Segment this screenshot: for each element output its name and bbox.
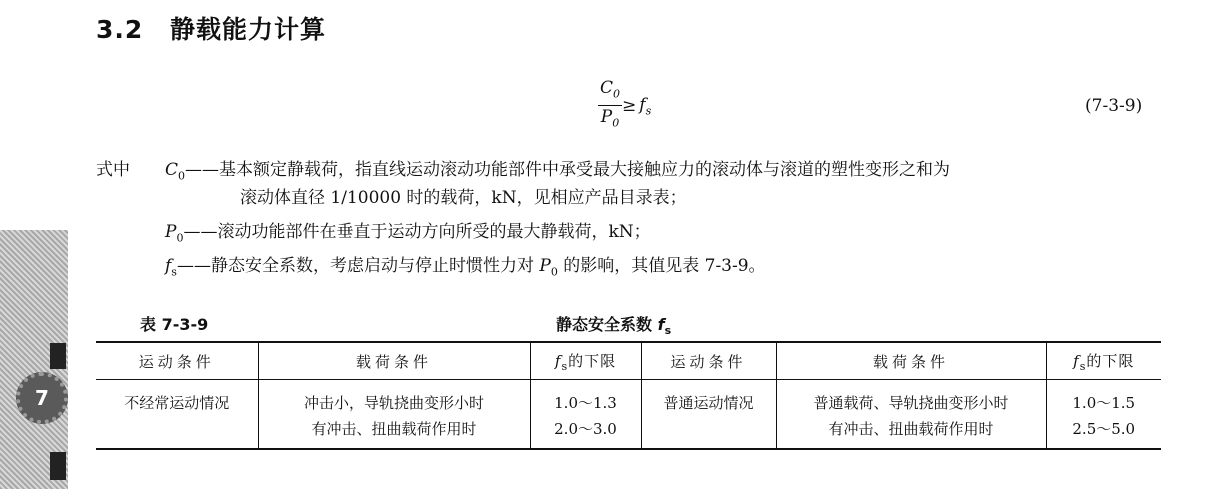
header-limit-left: $f_s$的下限 [530, 342, 641, 380]
definitions-intro: 式中 [96, 160, 130, 180]
section-heading [96, 10, 326, 46]
table-row [96, 380, 1161, 450]
margin-block-upper [50, 343, 66, 369]
header-load-left: 载荷条件 [258, 342, 530, 380]
definition-c0: $C_0——$基本额定静载荷，指直线运动滚动功能部件中承受最大接触应力的滚动体与滚道的塑性变形之和为 [165, 160, 951, 183]
section-title: 静载能力计算 [170, 15, 327, 44]
definition-p0: $P_0——$滚动功能部件在垂直于运动方向所受的最大静载荷，kN； [165, 222, 651, 245]
formula [598, 78, 651, 134]
definition-fs: $f_s——$静态安全系数，考虑启动与停止时惯性力对 $P_0$ 的影响，其值见表 7-3-9。 [165, 256, 766, 279]
header-limit-right: $f_s$的下限 [1046, 342, 1161, 380]
fraction [598, 78, 622, 134]
header-motion-left: 运动条件 [96, 342, 258, 380]
gear-icon [16, 372, 68, 424]
cell-motion-left: 不经常运动情况 [96, 380, 258, 450]
table-header-row [96, 342, 1161, 380]
definition-c0-continued: 滚动体直径 1/10000 时的载荷，kN，见相应产品目录表； [240, 188, 687, 208]
cell-limits-right: 1.0～1.5 2.5～5.0 [1046, 380, 1161, 450]
fraction-denominator: $P_0$ [600, 107, 620, 130]
margin-block-lower [50, 452, 66, 480]
fraction-numerator: $C_0$ [598, 78, 622, 106]
formula-relation: ≥ [622, 95, 637, 116]
header-load-right: 载荷条件 [776, 342, 1046, 380]
table-caption: 静态安全系数 $f_s$ [556, 315, 672, 338]
safety-factor-table [96, 341, 1161, 450]
cell-loads-left: 冲击小，导轨挠曲变形小时 有冲击、扭曲载荷作用时 [258, 380, 530, 450]
chapter-tab-number: 7 [35, 386, 49, 410]
formula-rhs: $f_s$ [639, 94, 652, 118]
equation-number: (7-3-9) [1085, 96, 1143, 116]
table-label: 表 7-3-9 [140, 315, 209, 334]
cell-limits-left: 1.0～1.3 2.0～3.0 [530, 380, 641, 450]
header-motion-right: 运动条件 [641, 342, 776, 380]
section-number: 3.2 [96, 15, 144, 44]
cell-loads-right: 普通载荷、导轨挠曲变形小时 有冲击、扭曲载荷作用时 [776, 380, 1046, 450]
cell-motion-right: 普通运动情况 [641, 380, 776, 450]
